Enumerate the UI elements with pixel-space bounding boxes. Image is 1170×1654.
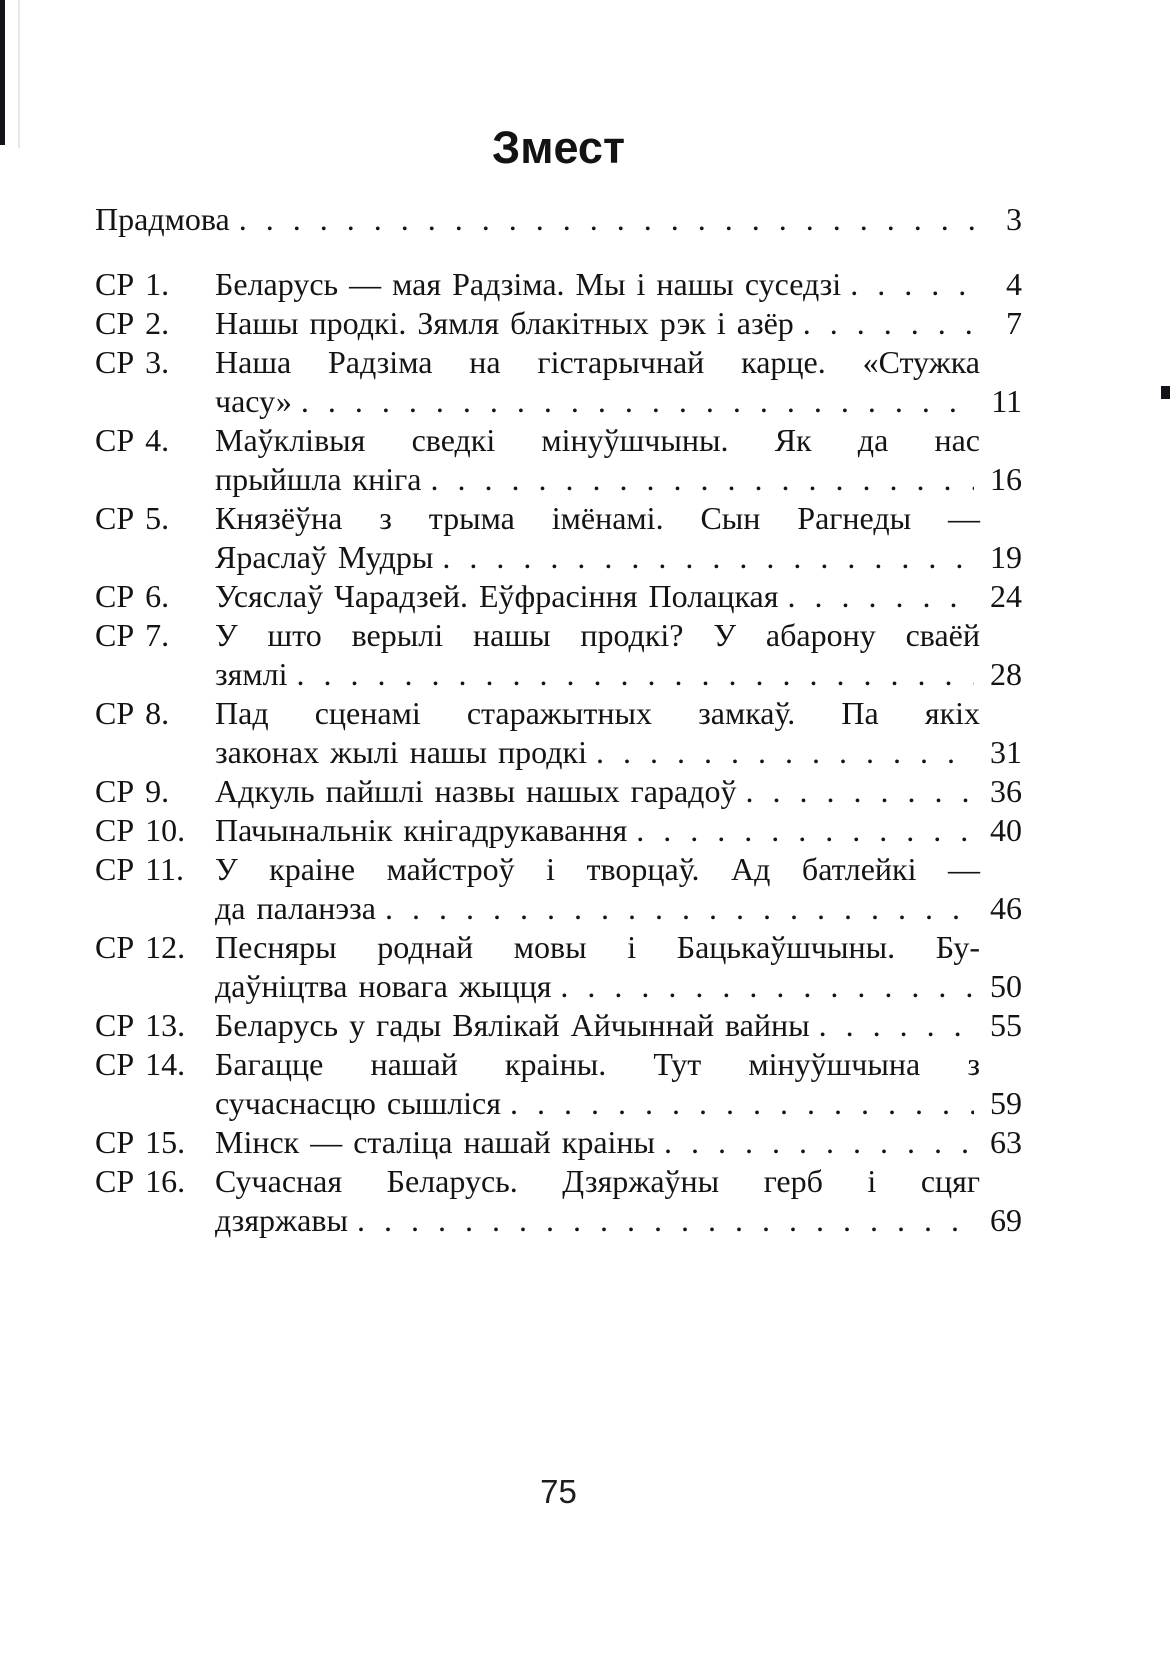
dot-leader bbox=[655, 1123, 974, 1162]
toc-entry-page-number: 55 bbox=[990, 1007, 1022, 1043]
toc-preface-label: Прадмова bbox=[95, 201, 230, 237]
toc-entry-page-number: 46 bbox=[990, 890, 1022, 926]
toc-entry-last-line bbox=[215, 889, 1022, 928]
toc-entry-label: СР 4. bbox=[95, 422, 170, 458]
dot-leader bbox=[778, 577, 974, 616]
toc-entry bbox=[95, 772, 1022, 811]
toc-entry-last-line bbox=[215, 733, 1022, 772]
toc-entry-body bbox=[215, 928, 1022, 1006]
toc-entry-text: часу» bbox=[215, 383, 292, 419]
toc-entry bbox=[95, 1006, 1022, 1045]
toc-entry-body bbox=[215, 499, 1022, 577]
toc-entry-label: СР 7. bbox=[95, 617, 170, 653]
toc-entry-label: СР 5. bbox=[95, 500, 170, 536]
toc-entry-last-line bbox=[215, 538, 1022, 577]
toc-entry-text: прыйшла кніга bbox=[215, 461, 422, 497]
toc-entry-body bbox=[215, 577, 1022, 616]
toc-entry bbox=[95, 343, 1022, 421]
dot-leader bbox=[627, 811, 974, 850]
toc-entry-body bbox=[215, 1123, 1022, 1162]
toc-entry-page-number: 31 bbox=[990, 734, 1022, 770]
toc-entry-label: СР 11. bbox=[95, 851, 184, 887]
toc-entry bbox=[95, 421, 1022, 499]
toc-entry-body bbox=[215, 265, 1022, 304]
toc-entry-page-number: 69 bbox=[990, 1202, 1022, 1238]
toc-entry-last-line bbox=[215, 460, 1022, 499]
toc-entry-label: СР 15. bbox=[95, 1124, 186, 1160]
toc-preface-row bbox=[95, 200, 1022, 239]
toc-entry-label: СР 6. bbox=[95, 578, 170, 614]
toc-entry-page-number: 50 bbox=[990, 968, 1022, 1004]
toc-entry-text: Пачынальнік кнігадрукавання bbox=[215, 812, 628, 848]
toc-entry-text-line: Наша Радзіма на гістарычнай карце. «Стужка bbox=[215, 344, 980, 380]
toc-entry-text-line: Пад сценамі старажытных замкаў. Па якіх bbox=[215, 695, 980, 731]
toc-entry-text: Нашы продкі. Зямля блакітных рэк і азёр bbox=[215, 305, 794, 341]
toc-entry-label: СР 1. bbox=[95, 266, 170, 302]
toc-entry-text: сучаснасцю сышліся bbox=[215, 1085, 501, 1121]
toc-entry-label: СР 16. bbox=[95, 1163, 186, 1199]
toc-entry-text-line: Сучасная Беларусь. Дзяржаўны герб і сцяг bbox=[215, 1163, 980, 1199]
toc-entry bbox=[95, 616, 1022, 694]
page-title: Змест bbox=[492, 122, 625, 173]
dot-leader bbox=[292, 382, 974, 421]
toc-entry-page-number: 59 bbox=[990, 1085, 1022, 1121]
toc-entry-text: Усяслаў Чарадзей. Еўфрасіння Полацкая bbox=[215, 578, 779, 614]
toc-entry-text: Яраслаў Мудры bbox=[215, 539, 434, 575]
toc-entry-body bbox=[215, 1006, 1022, 1045]
toc-entry-body bbox=[215, 772, 1022, 811]
toc-entry-label: СР 2. bbox=[95, 305, 170, 341]
dot-leader bbox=[348, 1201, 974, 1240]
toc-entry-page-number: 19 bbox=[990, 539, 1022, 575]
dot-leader bbox=[841, 265, 974, 304]
toc-entry-last-line bbox=[215, 1123, 1022, 1162]
toc-entry bbox=[95, 1123, 1022, 1162]
toc-entry-text-line: У краіне майстроў і творцаў. Ад батлейкі — bbox=[215, 851, 980, 887]
toc-entry-text: Адкуль пайшлі назвы нашых гарадоў bbox=[215, 773, 737, 809]
dot-leader bbox=[433, 538, 974, 577]
toc-entry-label: СР 12. bbox=[95, 929, 186, 965]
toc-entry-text: зямлі bbox=[215, 656, 288, 692]
toc-entry-page-number: 40 bbox=[990, 812, 1022, 848]
toc-entry bbox=[95, 1162, 1022, 1240]
toc-entry-body bbox=[215, 616, 1022, 694]
toc-entry bbox=[95, 811, 1022, 850]
dot-leader bbox=[587, 733, 974, 772]
dot-leader bbox=[230, 200, 974, 239]
toc-entry-label: СР 9. bbox=[95, 773, 170, 809]
toc-entry-page-number: 28 bbox=[990, 656, 1022, 692]
toc-entry-text: законах жылі нашы продкі bbox=[215, 734, 587, 770]
toc-entry-text: Беларусь — мая Радзіма. Мы і нашы суседзі bbox=[215, 266, 842, 302]
toc-entry bbox=[95, 499, 1022, 577]
scan-artifact-right-mark bbox=[1161, 386, 1170, 399]
toc-entry-last-line bbox=[215, 304, 1022, 343]
toc-entry-last-line bbox=[215, 265, 1022, 304]
toc-entry-last-line bbox=[215, 382, 1022, 421]
toc-entry-last-line bbox=[215, 811, 1022, 850]
toc-entries bbox=[95, 265, 1022, 1240]
toc-entry bbox=[95, 850, 1022, 928]
toc-entry bbox=[95, 1045, 1022, 1123]
dot-leader bbox=[287, 655, 974, 694]
toc-entry-page-number: 7 bbox=[1006, 305, 1022, 341]
toc-entry-label: СР 10. bbox=[95, 812, 186, 848]
toc-entry-label: СР 8. bbox=[95, 695, 170, 731]
toc-preface-page-number: 3 bbox=[1006, 201, 1022, 237]
toc-entry-last-line bbox=[215, 1201, 1022, 1240]
toc-page bbox=[95, 120, 1022, 1240]
toc-entry-body bbox=[215, 850, 1022, 928]
toc-entry-text-line: Маўклівыя сведкі мінуўшчыны. Як да нас bbox=[215, 422, 980, 458]
toc-entry-text: Беларусь у гады Вялікай Айчыннай вайны bbox=[215, 1007, 810, 1043]
toc-entry bbox=[95, 577, 1022, 616]
dot-leader bbox=[736, 772, 974, 811]
table-of-contents bbox=[95, 200, 1022, 1240]
toc-entry-text-line: У што верылі нашы продкі? У абарону сваёй bbox=[215, 617, 980, 653]
toc-entry-label: СР 13. bbox=[95, 1007, 186, 1043]
toc-entry-body bbox=[215, 343, 1022, 421]
toc-entry-page-number: 11 bbox=[991, 383, 1022, 419]
dot-leader bbox=[551, 967, 974, 1006]
toc-entry-body bbox=[215, 304, 1022, 343]
dot-leader bbox=[376, 889, 974, 928]
toc-entry-last-line bbox=[215, 772, 1022, 811]
toc-entry-label: СР 14. bbox=[95, 1046, 186, 1082]
toc-entry-text-line: Князёўна з трыма імёнамі. Сын Рагнеды — bbox=[215, 500, 980, 536]
toc-entry-page-number: 16 bbox=[990, 461, 1022, 497]
scan-artifact-left-bar bbox=[0, 0, 5, 145]
toc-entry bbox=[95, 304, 1022, 343]
dot-leader bbox=[421, 460, 974, 499]
toc-entry bbox=[95, 265, 1022, 304]
toc-entry-body bbox=[215, 694, 1022, 772]
toc-entry-text: даўніцтва новага жыцця bbox=[215, 968, 552, 1004]
toc-entry bbox=[95, 694, 1022, 772]
scan-artifact-faint-line bbox=[18, 0, 20, 148]
page-number-footer: 75 bbox=[540, 1473, 577, 1510]
toc-entry-last-line bbox=[215, 967, 1022, 1006]
dot-leader bbox=[810, 1006, 974, 1045]
toc-entry-last-line bbox=[215, 577, 1022, 616]
toc-entry-text: дзяржавы bbox=[215, 1202, 348, 1238]
toc-entry bbox=[95, 928, 1022, 1006]
dot-leader bbox=[794, 304, 974, 343]
toc-entry-page-number: 4 bbox=[1006, 266, 1022, 302]
toc-entry-body bbox=[215, 1045, 1022, 1123]
toc-entry-page-number: 63 bbox=[990, 1124, 1022, 1160]
dot-leader bbox=[501, 1084, 974, 1123]
toc-entry-last-line bbox=[215, 1006, 1022, 1045]
toc-entry-last-line bbox=[215, 1084, 1022, 1123]
toc-entry-text-line: Песняры роднай мовы і Бацькаўшчыны. Бу- bbox=[215, 929, 980, 965]
toc-entry-label: СР 3. bbox=[95, 344, 170, 380]
toc-entry-text: Мінск — сталіца нашай краіны bbox=[215, 1124, 656, 1160]
toc-entry-page-number: 36 bbox=[990, 773, 1022, 809]
toc-entry-text: да паланэза bbox=[215, 890, 376, 926]
toc-entry-last-line bbox=[215, 655, 1022, 694]
toc-entry-body bbox=[215, 1162, 1022, 1240]
toc-entry-body bbox=[215, 811, 1022, 850]
toc-entry-page-number: 24 bbox=[990, 578, 1022, 614]
toc-entry-text-line: Багацце нашай краіны. Тут мінуўшчына з bbox=[215, 1046, 980, 1082]
toc-entry-body bbox=[215, 421, 1022, 499]
